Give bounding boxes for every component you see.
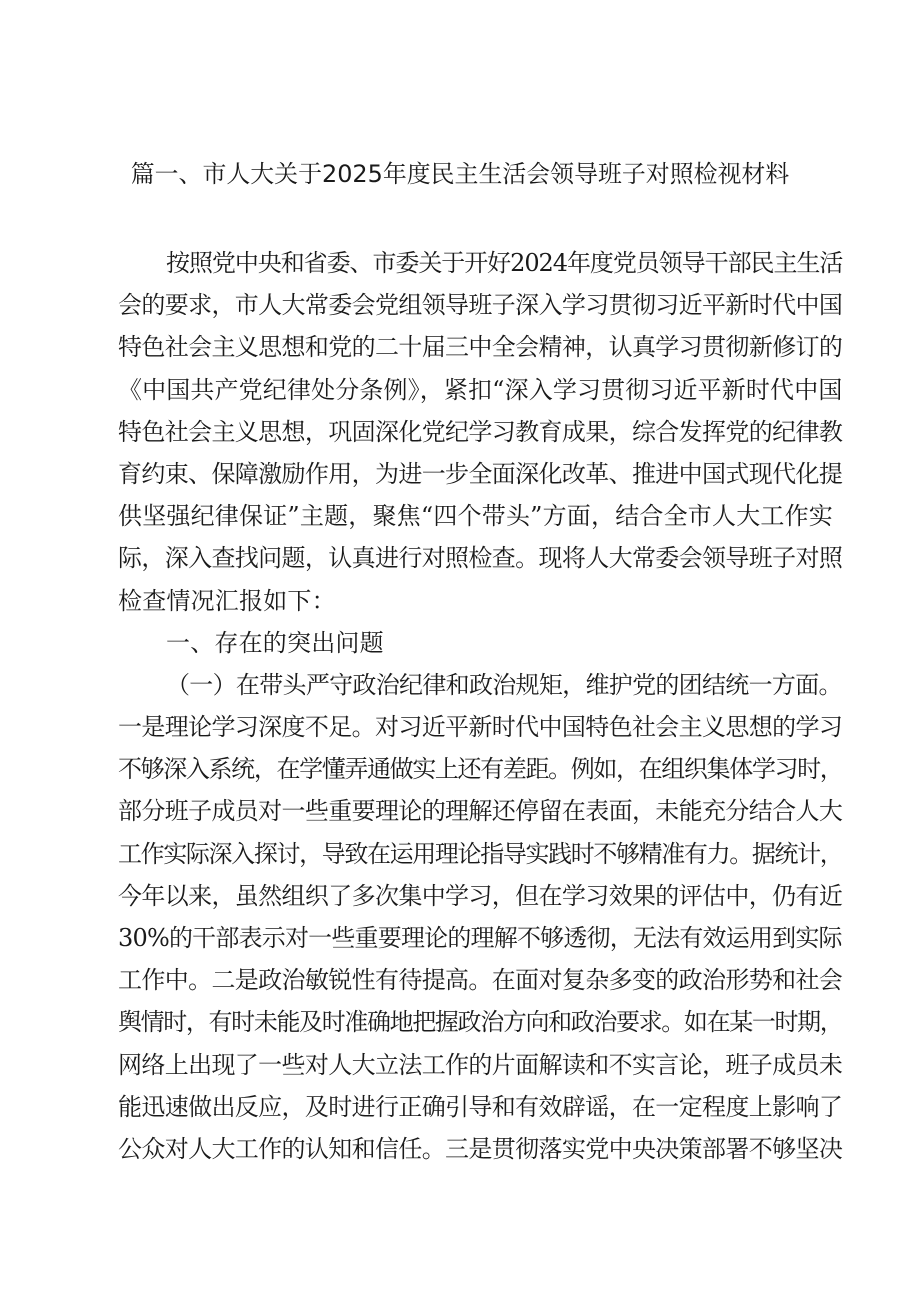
section-paragraph-line: 一是理论学习深度不足。对习近平新时代中国特色社会主义思想的学习 [118, 713, 843, 742]
section-paragraph-line: 工作实际深入探讨，导致在运用理论指导实践时不够精准有力。据统计， [118, 839, 843, 868]
intro-paragraph-line: 特色社会主义思想和党的二十届三中全会精神，认真学习贯彻新修订的 [118, 333, 843, 362]
section-paragraph-line: 舆情时，有时未能及时准确地把握政治方向和政治要求。如在某一时期， [118, 1008, 843, 1037]
section-heading: 一、存在的突出问题 [166, 628, 384, 657]
intro-paragraph-line: 育约束、保障激励作用，为进一步全面深化改革、推进中国式现代化提 [118, 459, 843, 488]
intro-paragraph-line: 按照党中央和省委、市委关于开好2024年度党员领导干部民主生活 [166, 249, 843, 277]
section-paragraph-line: 部分班子成员对一些重要理论的理解还停留在表面，未能充分结合人大 [118, 797, 843, 826]
document-title: 篇一、市人大关于2025年度民主生活会领导班子对照检视材料 [130, 160, 790, 188]
section-paragraph-line: 网络上出现了一些对人大立法工作的片面解读和不实言论，班子成员未 [118, 1050, 843, 1079]
document-body [118, 242, 843, 1170]
section-paragraph-line: 公众对人大工作的认知和信任。三是贯彻落实党中央决策部署不够坚决 [118, 1134, 843, 1163]
section-paragraph-line: 30%的干部表示对一些重要理论的理解不够透彻，无法有效运用到实际 [118, 924, 842, 952]
section-paragraph-line: 能迅速做出反应，及时进行正确引导和有效辟谣，在一定程度上影响了 [118, 1092, 843, 1121]
section-paragraph-line: 工作中。二是政治敏锐性有待提高。在面对复杂多变的政治形势和社会 [118, 966, 843, 995]
intro-paragraph-line: 特色社会主义思想，巩固深化党纪学习教育成果，综合发挥党的纪律教 [118, 417, 843, 446]
section-paragraph-line: 今年以来，虽然组织了多次集中学习，但在学习效果的评估中，仍有近 [118, 881, 843, 910]
section-paragraph-line: 不够深入系统，在学懂弄通做实上还有差距。例如，在组织集体学习时， [118, 755, 843, 784]
intro-paragraph-line: 检查情况汇报如下： [118, 586, 336, 615]
section-paragraph-line: （一）在带头严守政治纪律和政治规矩，维护党的团结统一方面。 [166, 670, 842, 699]
intro-paragraph-line: 《中国共产党纪律处分条例》，紧扣“深入学习贯彻习近平新时代中国 [118, 375, 843, 404]
intro-paragraph-line: 供坚强纪律保证”主题，聚焦“四个带头”方面，结合全市人大工作实 [118, 502, 834, 531]
intro-paragraph-line: 会的要求，市人大常委会党组领导班子深入学习贯彻习近平新时代中国 [118, 291, 843, 320]
intro-paragraph-line: 际，深入查找问题，认真进行对照检查。现将人大常委会领导班子对照 [118, 544, 843, 573]
